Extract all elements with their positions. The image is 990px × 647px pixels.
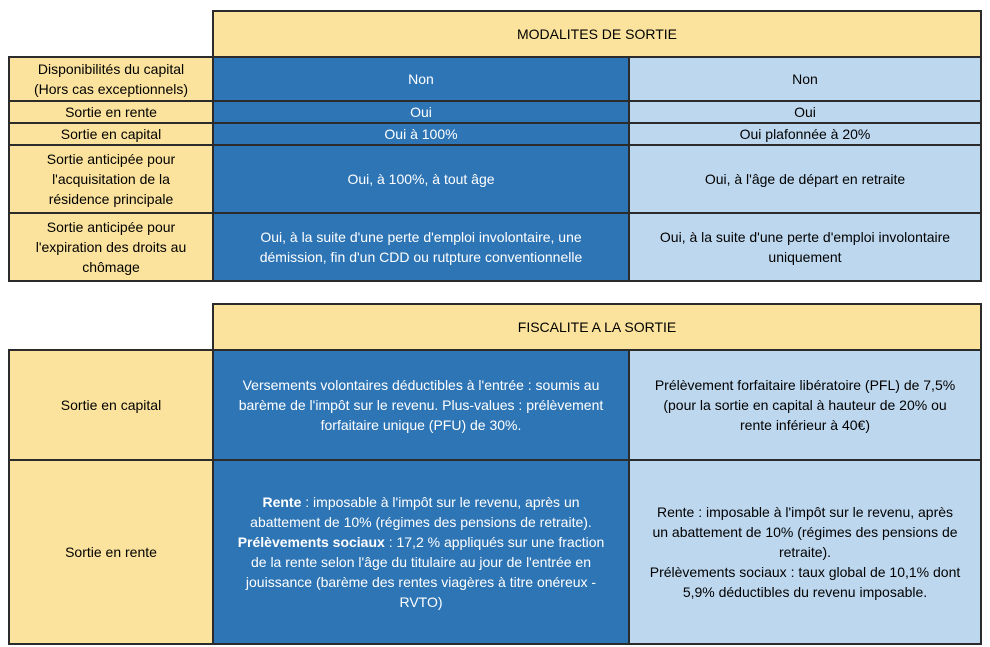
cell-left: Oui, à la suite d'une perte d'emploi involontaire, une démission, fin d'un CDD ou rutpture conventionnelle	[213, 213, 629, 281]
cell-right: Prélèvement forfaitaire libératoire (PFL) de 7,5% (pour la sortie en capital à hauteur de 20% ou rente inférieur à 40€)	[629, 350, 981, 460]
cell-right: Oui, à l'âge de départ en retraite	[629, 145, 981, 213]
row-label: Disponibilités du capital (Hors cas exceptionnels)	[9, 57, 213, 101]
row-label: Sortie anticipée pour l'expiration des droits au chômage	[9, 213, 213, 281]
table-row	[9, 145, 981, 213]
table-row	[9, 101, 981, 123]
cell-right: Non	[629, 57, 981, 101]
fiscalite-header: FISCALITE A LA SORTIE	[213, 304, 981, 350]
modalites-header: MODALITES DE SORTIE	[213, 11, 981, 57]
fiscalite-table	[8, 303, 982, 645]
row-label: Sortie anticipée pour l'acquisitation de la résidence principale	[9, 145, 213, 213]
table-row	[9, 57, 981, 101]
cell-right: Oui, à la suite d'une perte d'emploi involontaire uniquement	[629, 213, 981, 281]
cell-left: Oui, à 100%, à tout âge	[213, 145, 629, 213]
table-row	[9, 123, 981, 145]
cell-right: Rente : imposable à l'impôt sur le revenu, après un abattement de 10% (régimes des pensions de retraite). Prélèvements sociaux : taux global de 10,1% dont 5,9% déductibles du revenu imposable.	[629, 460, 981, 644]
row-label: Sortie en capital	[9, 123, 213, 145]
cell-left: Versements volontaires déductibles à l'entrée : soumis au barème de l'impôt sur le revenu. Plus-values : prélèvement forfaitaire unique (PFU) de 30%.	[213, 350, 629, 460]
cell-right: Oui plafonnée à 20%	[629, 123, 981, 145]
blank-corner	[9, 11, 213, 57]
cell-left: Rente : imposable à l'impôt sur le revenu, après un abattement de 10% (régimes des pensions de retraite). Prélèvements sociaux : 17,2 % appliqués sur une fraction de la rente selon l'âge du titulaire au jour de l'entrée en jouissance (barème des rentes viagères à titre onéreux - RVTO)	[213, 460, 629, 644]
cell-left: Non	[213, 57, 629, 101]
table-row	[9, 460, 981, 644]
cell-right: Oui	[629, 101, 981, 123]
modalites-table	[8, 10, 982, 282]
table-row	[9, 213, 981, 281]
cell-left: Oui à 100%	[213, 123, 629, 145]
table-row	[9, 350, 981, 460]
row-label: Sortie en rente	[9, 101, 213, 123]
row-label: Sortie en capital	[9, 350, 213, 460]
row-label: Sortie en rente	[9, 460, 213, 644]
blank-corner	[9, 304, 213, 350]
cell-left: Oui	[213, 101, 629, 123]
